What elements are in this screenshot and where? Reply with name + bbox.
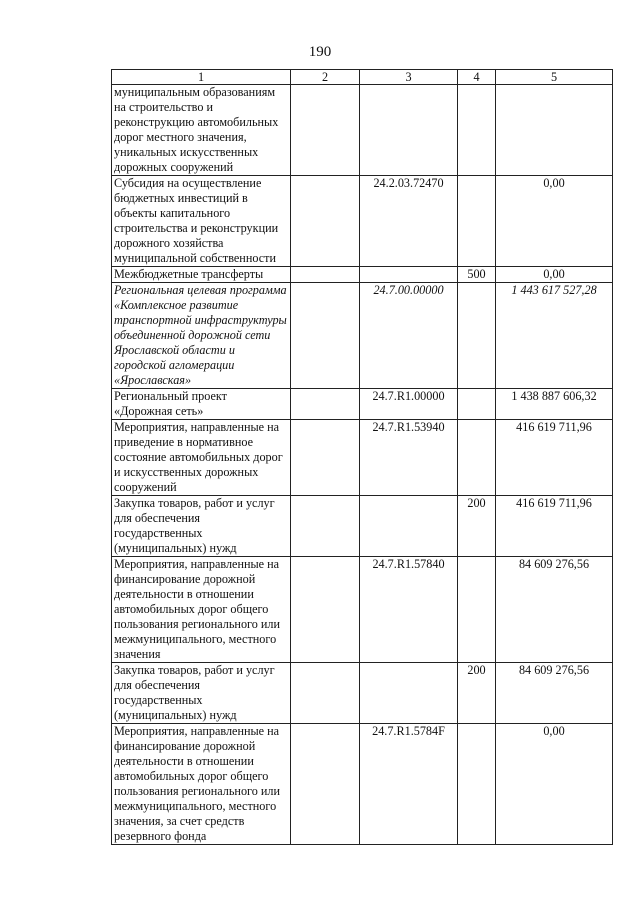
row-type-cell: 200 [458, 663, 496, 724]
row-name-cell: муниципальным образованиям на строительство и реконструкцию автомобильных дорог местного значения, уникальных искусственных дорожных сооружений [112, 85, 291, 176]
table-row [112, 283, 613, 389]
row-code-cell [360, 267, 458, 283]
row-code-cell [360, 663, 458, 724]
column-header-1: 1 [112, 70, 291, 85]
column-header-4: 4 [458, 70, 496, 85]
row-name-cell: Мероприятия, направленные на приведение в нормативное состояние автомобильных дорог и искусственных дорожных сооружений [112, 420, 291, 496]
row-col2-cell [291, 176, 360, 267]
row-type-cell: 200 [458, 496, 496, 557]
row-type-cell: 500 [458, 267, 496, 283]
row-col2-cell [291, 420, 360, 496]
row-code-cell [360, 85, 458, 176]
table-row [112, 389, 613, 420]
table-row [112, 267, 613, 283]
table-row [112, 724, 613, 845]
row-amount-cell [496, 85, 613, 176]
row-col2-cell [291, 557, 360, 663]
row-type-cell [458, 389, 496, 420]
column-number-header-row [112, 70, 613, 85]
row-amount-cell: 1 443 617 527,28 [496, 283, 613, 389]
row-amount-cell: 416 619 711,96 [496, 496, 613, 557]
row-type-cell [458, 283, 496, 389]
row-type-cell [458, 420, 496, 496]
row-amount-cell: 84 609 276,56 [496, 557, 613, 663]
row-amount-cell: 0,00 [496, 267, 613, 283]
row-amount-cell: 0,00 [496, 176, 613, 267]
row-name-cell: Мероприятия, направленные на финансирование дорожной деятельности в отношении автомобильных дорог общего пользования регионального или межмуниципального, местного значения, за счет средств резервного фонда [112, 724, 291, 845]
row-name-cell: Межбюджетные трансферты [112, 267, 291, 283]
row-col2-cell [291, 283, 360, 389]
row-type-cell [458, 85, 496, 176]
row-code-cell: 24.7.R1.53940 [360, 420, 458, 496]
row-col2-cell [291, 267, 360, 283]
row-type-cell [458, 557, 496, 663]
row-amount-cell: 84 609 276,56 [496, 663, 613, 724]
row-amount-cell: 416 619 711,96 [496, 420, 613, 496]
row-type-cell [458, 176, 496, 267]
row-amount-cell: 1 438 887 606,32 [496, 389, 613, 420]
row-col2-cell [291, 389, 360, 420]
row-code-cell: 24.7.R1.57840 [360, 557, 458, 663]
table-row [112, 496, 613, 557]
column-header-5: 5 [496, 70, 613, 85]
row-name-cell: Закупка товаров, работ и услуг для обеспечения государственных (муниципальных) нужд [112, 496, 291, 557]
row-code-cell: 24.7.R1.5784F [360, 724, 458, 845]
table-row [112, 557, 613, 663]
table-row [112, 176, 613, 267]
table-row [112, 663, 613, 724]
table-row [112, 420, 613, 496]
row-name-cell: Субсидия на осуществление бюджетных инвестиций в объекты капитального строительства и реконструкции дорожного хозяйства муниципальной собственности [112, 176, 291, 267]
row-amount-cell: 0,00 [496, 724, 613, 845]
row-code-cell [360, 496, 458, 557]
row-name-cell: Региональная целевая программа «Комплексное развитие транспортной инфраструктуры объединенной дорожной сети Ярославской области и городской агломерации «Ярославская» [112, 283, 291, 389]
column-header-2: 2 [291, 70, 360, 85]
row-type-cell [458, 724, 496, 845]
row-col2-cell [291, 663, 360, 724]
row-name-cell: Региональный проект «Дорожная сеть» [112, 389, 291, 420]
table-row [112, 85, 613, 176]
column-header-3: 3 [360, 70, 458, 85]
row-col2-cell [291, 496, 360, 557]
row-col2-cell [291, 724, 360, 845]
row-name-cell: Закупка товаров, работ и услуг для обеспечения государственных (муниципальных) нужд [112, 663, 291, 724]
row-col2-cell [291, 85, 360, 176]
row-name-cell: Мероприятия, направленные на финансирование дорожной деятельности в отношении автомобильных дорог общего пользования регионального или межмуниципального, местного значения [112, 557, 291, 663]
budget-table [111, 69, 613, 845]
row-code-cell: 24.7.R1.00000 [360, 389, 458, 420]
row-code-cell: 24.2.03.72470 [360, 176, 458, 267]
page-number: 190 [308, 44, 332, 60]
row-code-cell: 24.7.00.00000 [360, 283, 458, 389]
